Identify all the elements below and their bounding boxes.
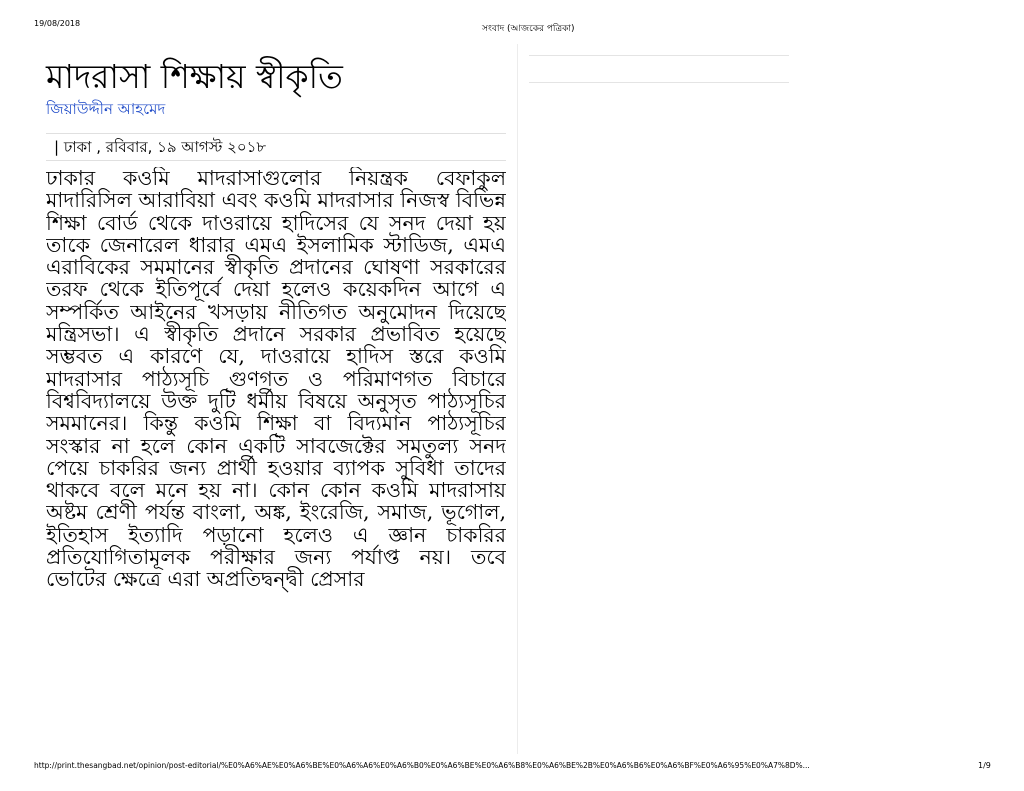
article bbox=[46, 56, 506, 757]
column-divider bbox=[517, 44, 518, 754]
print-header-title: সংবাদ (আজকের পত্রিকা) bbox=[482, 24, 575, 34]
sidebar-rule-top bbox=[529, 55, 789, 56]
print-footer-url: http://print.thesangbad.net/opinion/post-editorial/%E0%A6%AE%E0%A6%BE%E0%A6%A6%E0%A6%B0%E0%A6%BE%E0%A6%B8%E0%A6%BE%2B%E0%A6%B6%E0%A6%BF%E0%A6%95%E0%A7%8D%... bbox=[34, 761, 810, 770]
article-headline: মাদরাসা শিক্ষায় স্বীকৃতি bbox=[46, 57, 343, 96]
article-body: ঢাকার কওমি মাদরাসাগুলোর নিয়ন্ত্রক বেফাকুল মাদারিসিল আরাবিয়া এবং কওমি মাদরাসার নিজস্ব বিভিন্ন শিক্ষা বোর্ড থেকে দাওরায়ে হাদিসের যে সনদ দেয়া হয় তাকে জেনারেল ধারার এমএ ইসলামিক স্টাডিজ, এমএ এরাবিকের সমমানের স্বীকৃতি প্রদানের ঘোষণা সরকারের তরফ থেকে ইতিপূর্বে দেয়া হলেও কয়েকদিন আগে এ সম্পর্কিত আইনের খসড়ায় নীতিগত অনুমোদন দিয়েছে মন্ত্রিসভা। এ স্বীকৃতি প্রদানে সরকার প্রভাবিত হয়েছে সম্ভবত এ কারণে যে, দাওরায়ে হাদিস স্তরে কওমি মাদরাসার পাঠ্যসূচি গুণগত ও পরিমাণগত বিচারে বিশ্ববিদ্যালয়ে উক্ত দুটি ধর্মীয় বিষয়ে অনুসৃত পাঠ্যসূচির সমমানের। কিন্তু কওমি শিক্ষা বা বিদ্যমান পাঠ্যসূচির সংস্কার না হলে কোন একটি সাবজেক্টের সমতুল্য সনদ পেয়ে চাকরির জন্য প্রার্থী হওয়ার ব্যাপক সুবিধা তাদের থাকবে বলে মনে হয় না। কোন কোন কওমি মাদরাসায় অষ্টম শ্রেণী পর্যন্ত বাংলা, অঙ্ক, ইংরেজি, সমাজ, ভূগোল, ইতিহাস ইত্যাদি পড়ানো হলেও এ জ্ঞান চাকরির প্রতিযোগিতামূলক পরীক্ষার জন্য পর্যাপ্ত নয়। তবে ভোটের ক্ষেত্রে এরা অপ্রতিদ্বন্দ্বী প্রেসার bbox=[46, 167, 506, 592]
article-dateline: | ঢাকা , রবিবার, ১৯ আগস্ট ২০১৮ bbox=[46, 133, 506, 161]
print-date: 19/08/2018 bbox=[34, 19, 81, 28]
article-author-link[interactable]: জিয়াউদ্দীন আহমেদ bbox=[46, 100, 166, 118]
print-page-number: 1/9 bbox=[978, 761, 991, 770]
article-body-container bbox=[46, 167, 506, 757]
sidebar-rule-bottom bbox=[529, 82, 789, 83]
